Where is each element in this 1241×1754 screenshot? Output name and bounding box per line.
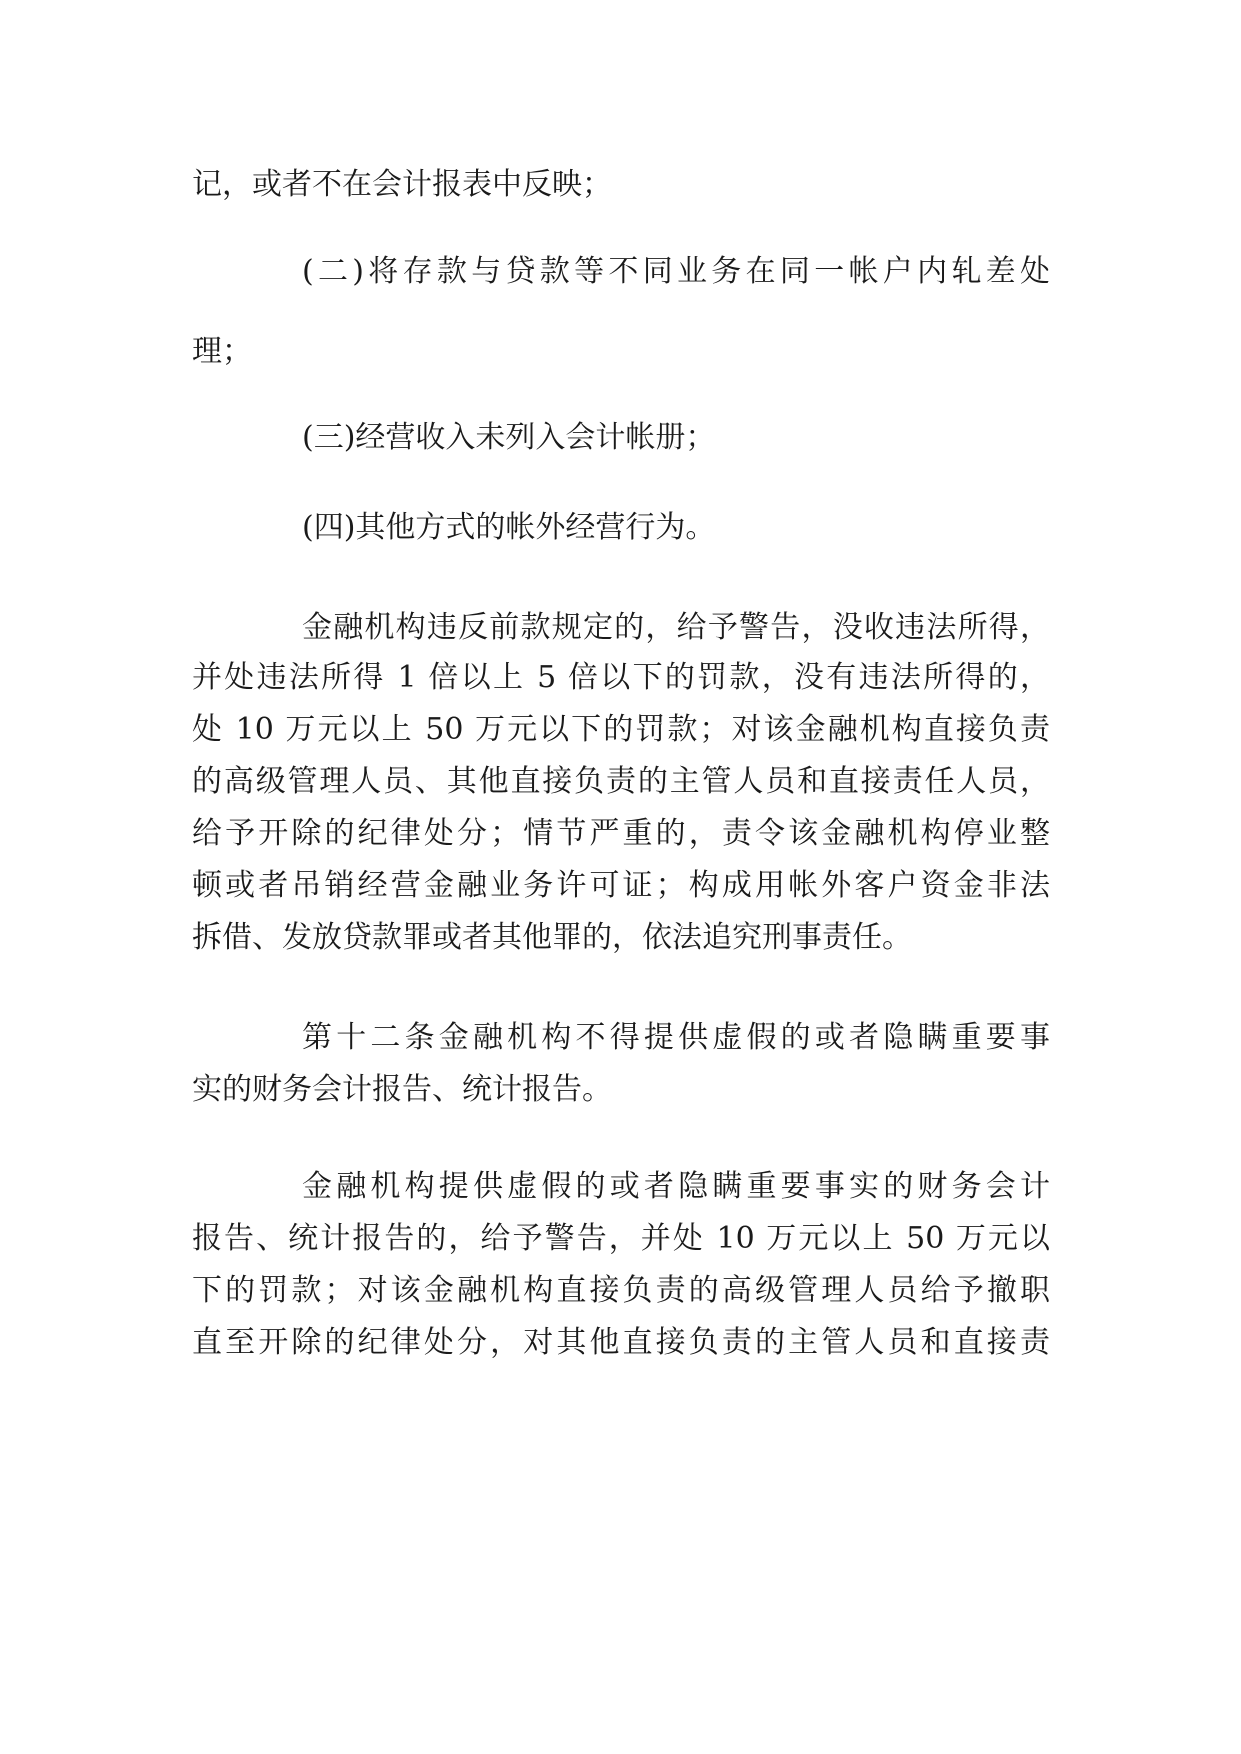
text-line: 顿或者吊销经营金融业务许可证；构成用帐外客户资金非法 [192,868,1050,903]
text-line: 处 10 万元以上 50 万元以下的罚款；对该金融机构直接负责 [192,712,1050,747]
text-line: 金融机构提供虚假的或者隐瞒重要事实的财务会计 [302,1169,1050,1204]
text-line: (二)将存款与贷款等不同业务在同一帐户内轧差处 [302,254,1050,289]
text-line: 报告、统计报告的，给予警告，并处 10 万元以上 50 万元以 [192,1221,1050,1256]
text-line: 理； [192,334,252,369]
text-line: 第十二条金融机构不得提供虚假的或者隐瞒重要事 [302,1020,1050,1055]
text-line: 直至开除的纪律处分，对其他直接负责的主管人员和直接责 [192,1325,1050,1360]
text-line: 记，或者不在会计报表中反映； [192,167,612,202]
text-line: 的高级管理人员、其他直接负责的主管人员和直接责任人员， [192,764,1050,799]
text-line: (四)其他方式的帐外经营行为。 [302,510,716,545]
text-line: 给予开除的纪律处分；情节严重的，责令该金融机构停业整 [192,816,1050,851]
text-line: 实的财务会计报告、统计报告。 [192,1072,612,1107]
text-line: 下的罚款；对该金融机构直接负责的高级管理人员给予撤职 [192,1273,1050,1308]
text-line: 并处违法所得 1 倍以上 5 倍以下的罚款，没有违法所得的， [192,660,1050,695]
text-line: 拆借、发放贷款罪或者其他罪的，依法追究刑事责任。 [192,920,912,955]
text-line: (三)经营收入未列入会计帐册； [302,420,716,455]
text-line: 金融机构违反前款规定的，给予警告，没收违法所得， [302,610,1050,645]
